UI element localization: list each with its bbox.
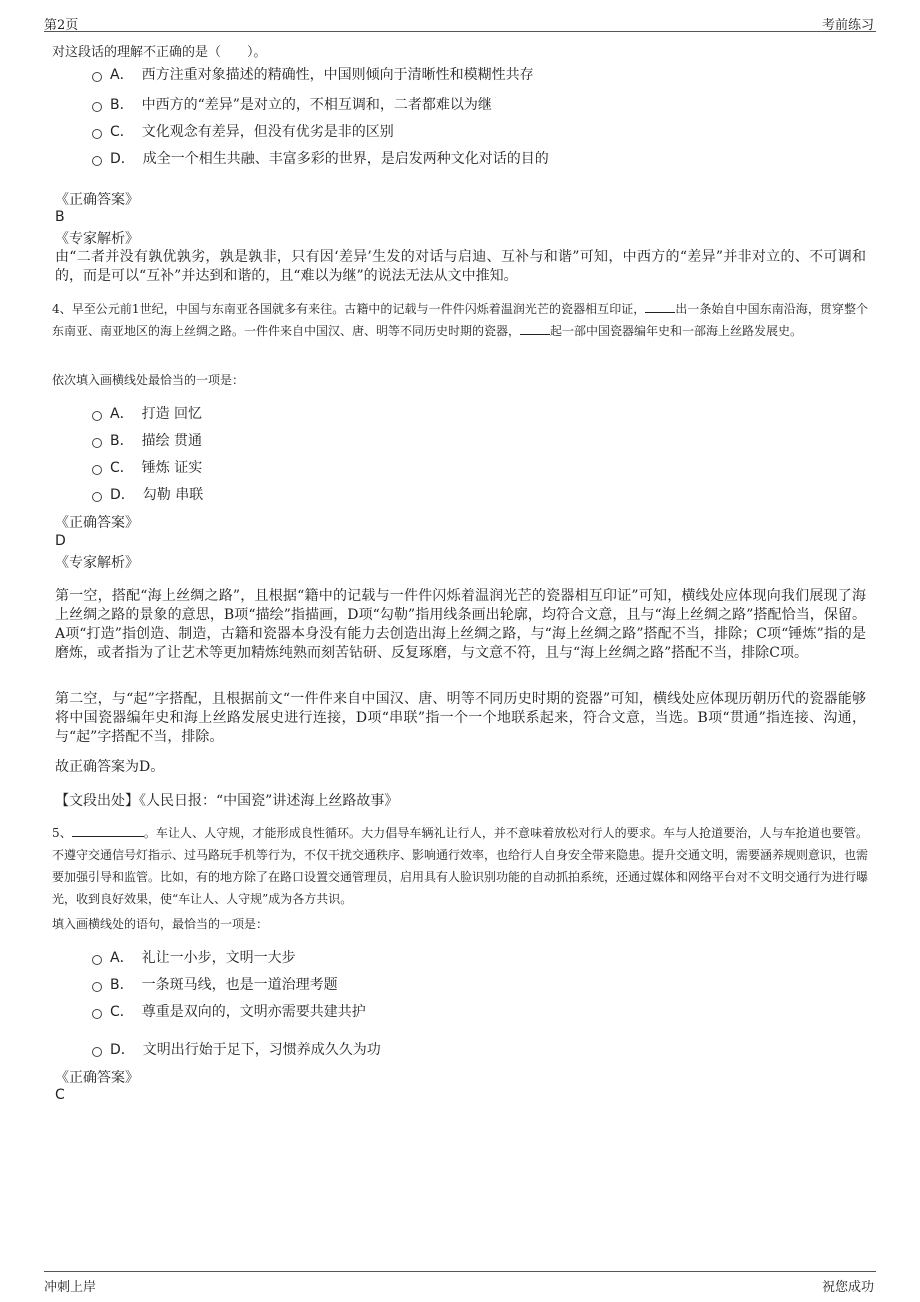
q5-option-a[interactable]: A． 礼让一小步，文明一大步 [92,948,296,968]
radio-icon[interactable] [92,72,102,82]
page-number: 第2页 [44,18,79,33]
q5-prompt: 填入画横线处的语句，最恰当的一项是： [52,917,269,931]
q4-source: 【文段出处】《人民日报：“中国瓷”讲述海上丝路故事》 [55,793,399,809]
blank-2 [520,322,550,335]
q5-stem: 5、 。车让人、人守规，才能形成良性循环。大力倡导车辆礼让行人，并不意味着放松对行人的要求。车与人抢道要治，人与车抢道也要管。不遵守交通信号灯指示、过马路玩手机等行为，不仅干扰交通秩序、影响通行效率，也给行人自身安全带来隐患。提升交通文明，需要涵养规则意识，也需要加强引导和监管。比如，有的地方除了在路口设置交通管理员，启用具有人脸识别功能的自动抓拍系统，还通过媒体和网络平台对不文明交通行为进行曝光，收到良好效果，使“车让人、人守规”成为各方共识。 [52,826,869,906]
q4-answer-label: 《正确答案》 [55,515,139,531]
radio-icon[interactable] [92,465,102,475]
q4-option-b[interactable]: B． 描绘 贯通 [92,431,202,451]
q3-analysis: 由“二者并没有孰优孰劣，孰是孰非，只有因‘差异’生发的对话与启迪、互补与和谐”可知，中西方的“差异”并非对立的、不可调和的，而是可以“互补”并达到和谐的，且“难以为继”的说法无法从文中推知。 [55,249,866,284]
q4-stem: 4、早至公元前1世纪，中国与东南亚各国就多有来往。古籍中的记载与一件件闪烁着温润光芒的瓷器相互印证， 出一条始自中国东南沿海，贯穿整个东南亚、南亚地区的海上丝绸之路。一件件来自中国汉、唐、明等不同历史时期的瓷器， 起一部中国瓷器编年史和一部海上丝路发展史。 [52,302,868,338]
q3-answer-label: 《正确答案》 [55,192,139,208]
q5-option-d[interactable]: D． 文明出行始于足下，习惯养成久久为功 [92,1040,381,1060]
q4-conclusion: 故正确答案为D。 [55,759,165,775]
q3-option-a[interactable]: A． 西方注重对象描述的精确性，中国则倾向于清晰性和模糊性共存 [92,65,534,85]
q5-answer-label: 《正确答案》 [55,1070,139,1086]
radio-icon[interactable] [92,411,102,421]
q4-analysis-para-2: 第二空，与“起”字搭配，且根据前文“一件件来自中国汉、唐、明等不同历史时期的瓷器”可知，横线处应体现历朝历代的瓷器能够将中国瓷器编年史和海上丝路发展史进行连接，D项“串联”指一个一个地联系起来，符合文意，当选。B项“贯通”指连接、沟通，与“起”字搭配不当，排除。 [55,691,866,745]
q5-answer: C [55,1087,65,1103]
radio-icon[interactable] [92,438,102,448]
footer-right: 祝您成功 [821,1280,874,1295]
footer-left: 冲刺上岸 [44,1280,97,1295]
radio-icon[interactable] [92,1047,102,1057]
q3-option-c[interactable]: C． 文化观念有差异，但没有优劣是非的区别 [92,122,394,142]
q4-answer: D [55,533,66,549]
radio-icon[interactable] [92,102,102,112]
q4-prompt: 依次填入画横线处最恰当的一项是： [52,373,245,387]
q4-option-a[interactable]: A． 打造 回忆 [92,404,202,424]
q3-analysis-label: 《专家解析》 [55,231,139,247]
footer-divider [44,1271,876,1272]
radio-icon[interactable] [92,156,102,166]
q3-option-b[interactable]: B． 中西方的“差异”是对立的，不相互调和，二者都难以为继 [92,95,492,115]
q4-option-d[interactable]: D． 勾勒 串联 [92,485,203,505]
radio-icon[interactable] [92,982,102,992]
radio-icon[interactable] [92,955,102,965]
q5-option-b[interactable]: B． 一条斑马线，也是一道治理考题 [92,975,338,995]
q4-option-c[interactable]: C． 锤炼 证实 [92,458,202,478]
radio-icon[interactable] [92,1009,102,1019]
q4-analysis-para-1: 第一空，搭配“海上丝绸之路”，且根据“籍中的记载与一件件闪烁着温润光芒的瓷器相互印证”可知，横线处应体现向我们展现了海上丝绸之路的景象的意思，B项“描绘”指描画，D项“勾勒”指用线条画出轮廓，均符合文意，且与“海上丝绸之路”搭配恰当，保留。A项“打造”指创造、制造，古籍和瓷器本身没有能力去创造出海上丝绸之路，与“海上丝绸之路”搭配不当，排除；C项“锤炼”指的是磨炼，或者指为了让艺术等更加精炼纯熟而刻苦钻研、反复琢磨，与文意不符，且与“海上丝绸之路”搭配不当，排除C项。 [55,588,866,661]
q3-answer: B [55,209,65,225]
q4-analysis-label: 《专家解析》 [55,555,139,571]
header-divider [44,31,876,32]
header-title: 考前练习 [821,18,874,33]
radio-icon[interactable] [92,129,102,139]
q3-option-d[interactable]: D． 成全一个相生共融、丰富多彩的世界，是启发两种文化对话的目的 [92,149,549,169]
q5-option-c[interactable]: C． 尊重是双向的，文明亦需要共建共护 [92,1002,366,1022]
q3-prompt: 对这段话的理解不正确的是（ ）。 [52,45,267,60]
blank-3 [72,824,144,837]
radio-icon[interactable] [92,492,102,502]
blank-1 [645,300,675,313]
